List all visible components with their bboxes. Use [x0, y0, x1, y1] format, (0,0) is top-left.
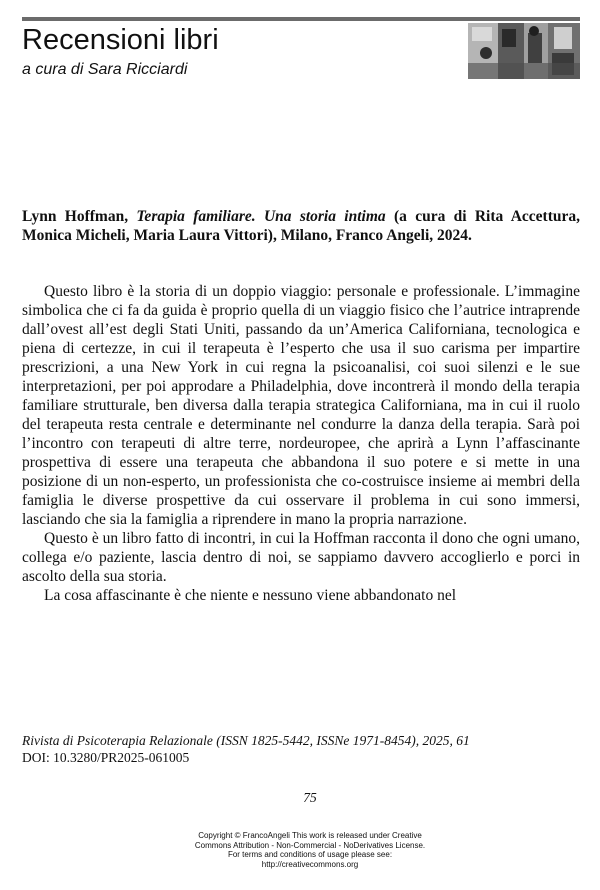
review-paragraph: Questo è un libro fatto di incontri, in cui la Hoffman racconta il dono che ogni umano, collega e/o paziente, lascia dentro di noi, se sappiamo davvero accoglierlo e porci in ascolto della sua storia. [22, 530, 580, 585]
journal-citation [22, 732, 592, 766]
copyright-line: Commons Attribution - Non-Commercial - NoDerivatives License. [194, 840, 426, 850]
review-body [22, 282, 580, 605]
book-reference [22, 207, 580, 245]
book-author: Lynn Hoffman, [22, 208, 129, 225]
book-details: (a cura di Rita Accettura, Monica Micheli, Maria Laura Vittori), Milano, Franco Angeli, 2024. [22, 208, 581, 244]
copyright-link: http://creativecommons.org [261, 859, 359, 869]
header-photo [468, 23, 580, 79]
doi: DOI: 10.3280/PR2025-061005 [22, 750, 190, 765]
review-paragraph: Questo libro è la storia di un doppio viaggio: personale e professionale. L’immagine simbolica che ci fa da guida è proprio quella di un viaggio fisico che l’autrice intraprende dall’ovest all’est degli Stati Uniti, passando da un’America Californiana, tecnologica e piena di certezze, in cui il terapeuta è l’esperto che usa il suo carisma per impartire prescrizioni, a una New York in cui regna la psicoanalisi, coi suoi silenzi e le sue interpretazioni, per poi approdare a Philadelphia, dove incontrerà il mondo della terapia familiare strutturale, ben diversa dalla terapia strategica Californiana, ma in cui il ruolo del terapeuta resta centrale e determinante nel condurre la danza della terapia. Sarà poi l’incontro con terapeuti di altre terre, nordeuropee, che aprirà a Lynn l’affascinante prospettiva di essere una terapeuta che abbandona il suo potere e si mette in una posizione di un non-esperto, un professionista che co-costruisce insieme ai membri della famiglia le diverse prospettive da cui osservare il problema in cui sono immersi, lasciando che sia la famiglia a riprendere in mano la propria narrazione. [22, 283, 580, 528]
review-paragraph: La cosa affascinante è che niente e nessuno viene abbandonato nel [44, 587, 457, 604]
copyright-notice [100, 831, 520, 869]
page-number: 75 [303, 790, 317, 805]
header-rule [22, 17, 580, 21]
copyright-line: Copyright © FrancoAngeli This work is released under Creative [198, 831, 422, 840]
section-editor: a cura di Sara Ricciardi [22, 61, 188, 78]
journal-reference: Rivista di Psicoterapia Relazionale (ISSN 1825-5442, ISSNe 1971-8454), 2025, 61 [22, 733, 470, 748]
copyright-line: For terms and conditions of usage please see: [227, 850, 393, 859]
section-title: Recensioni libri [22, 24, 219, 56]
book-title: Terapia familiare. Una storia intima [136, 208, 386, 225]
